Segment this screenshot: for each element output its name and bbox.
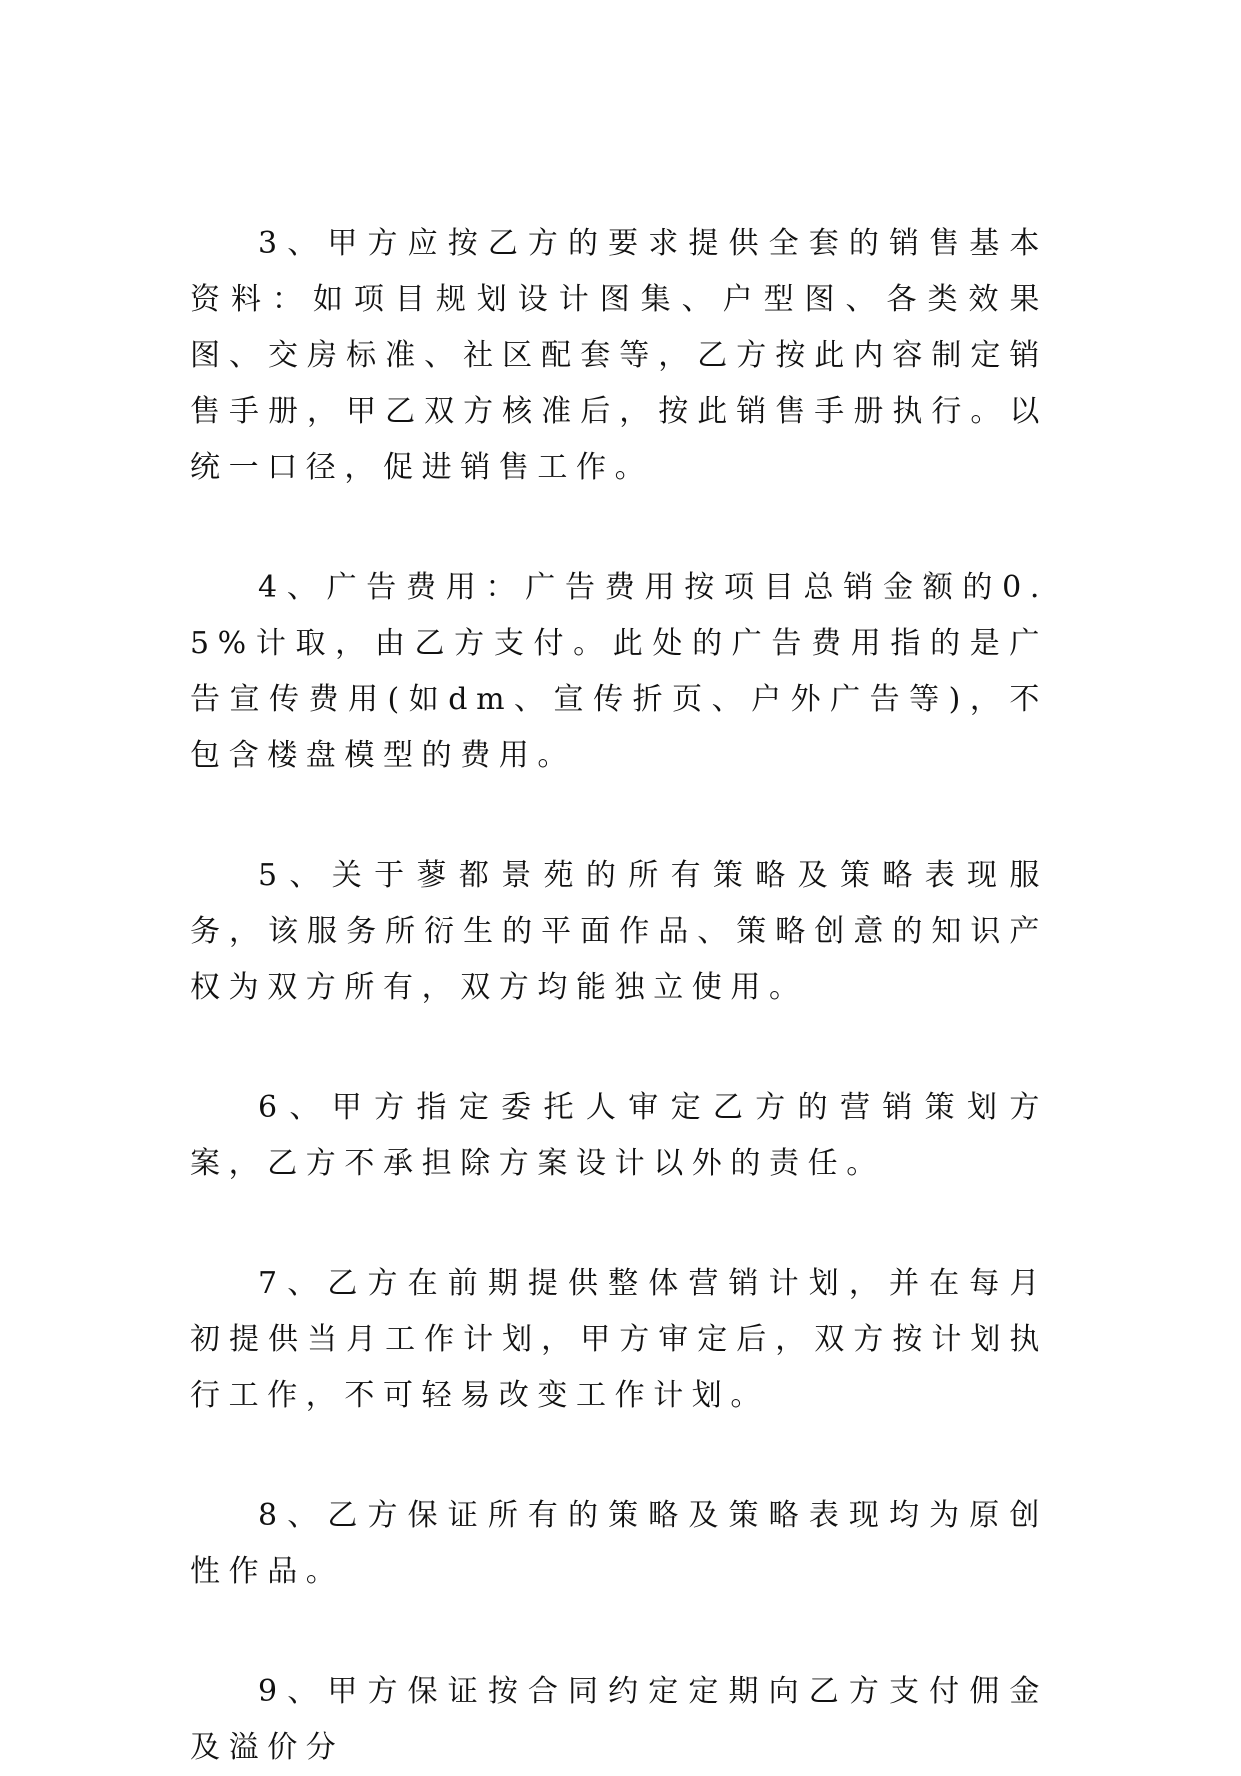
paragraph-clause-7: 7、乙方在前期提供整体营销计划，并在每月初提供当月工作计划，甲方审定后，双方按计划执行工作，不可轻易改变工作计划。 — [190, 1266, 1048, 1413]
paragraph-clause-5: 5、关于蓼都景苑的所有策略及策略表现服务，该服务所衍生的平面作品、策略创意的知识产权为双方所有，双方均能独立使用。 — [190, 858, 1048, 1005]
paragraph-clause-9: 9、甲方保证按合同约定定期向乙方支付佣金及溢价分 — [190, 1674, 1048, 1765]
document-body — [190, 216, 1048, 1776]
paragraph-clause-4: 4、广告费用：广告费用按项目总销金额的0.5%计取，由乙方支付。此处的广告费用指的是广告宣传费用(如dm、宣传折页、户外广告等)，不包含楼盘模型的费用。 — [190, 570, 1048, 773]
paragraph-clause-3: 3、甲方应按乙方的要求提供全套的销售基本资料：如项目规划设计图集、户型图、各类效果图、交房标准、社区配套等，乙方按此内容制定销售手册，甲乙双方核准后，按此销售手册执行。以统一口径，促进销售工作。 — [190, 226, 1048, 485]
paragraph-clause-6: 6、甲方指定委托人审定乙方的营销策划方案，乙方不承担除方案设计以外的责任。 — [190, 1090, 1048, 1181]
paragraph-clause-8: 8、乙方保证所有的策略及策略表现均为原创性作品。 — [190, 1498, 1048, 1589]
